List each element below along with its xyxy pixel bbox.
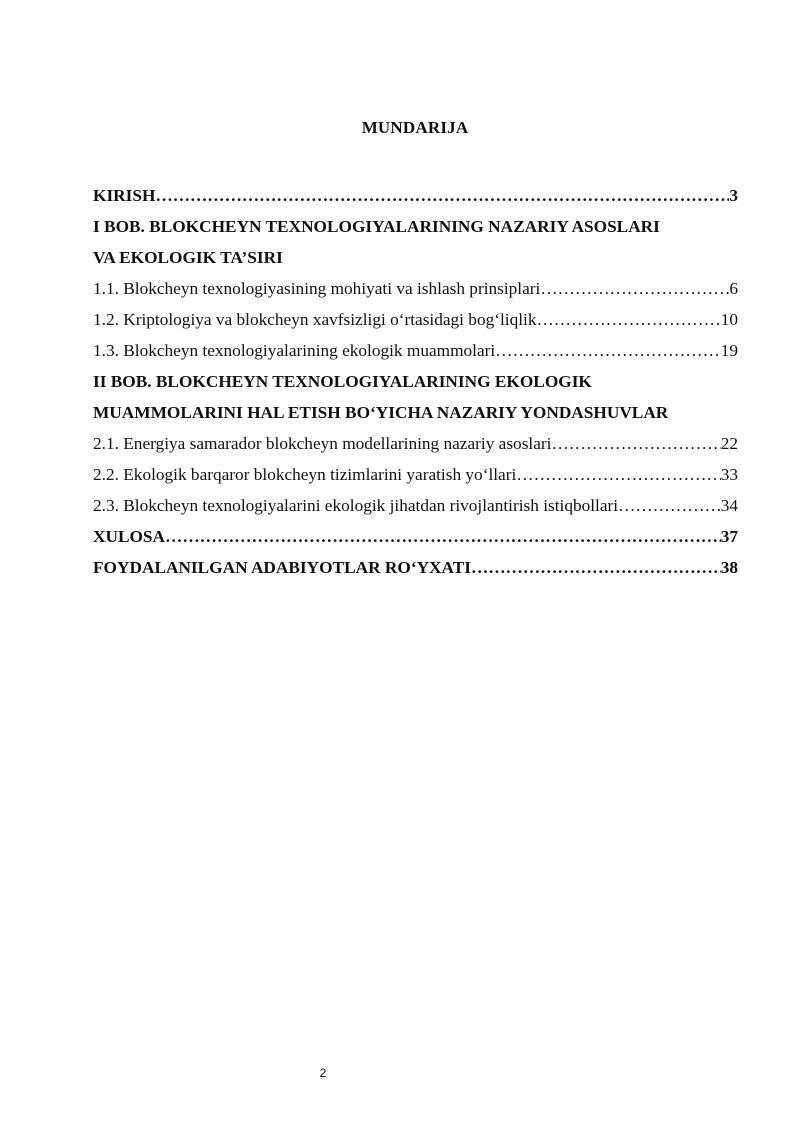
toc-page-number: 34 (720, 496, 738, 515)
toc-entry-1-3[interactable] (93, 335, 738, 366)
toc-page-number: 6 (729, 279, 738, 298)
toc-entry-xulosa[interactable] (93, 521, 738, 552)
toc-page-number: 38 (720, 558, 738, 577)
toc-page-number: 3 (729, 186, 738, 205)
toc-page-number: 10 (720, 310, 738, 329)
chapter-1-heading-line-1[interactable]: I BOB. BLOKCHEYN TEXNOLOGIYALARINING NAZARIY ASOSLARI (93, 217, 660, 236)
table-of-contents (93, 180, 743, 583)
page-title: MUNDARIJA (361, 118, 469, 137)
dot-leader (540, 273, 729, 304)
dot-leader (516, 459, 720, 490)
toc-entry-title: 2.2. Ekologik barqaror blokcheyn tizimlarini yaratish yo‘llari (93, 465, 517, 484)
toc-entry-2-3[interactable] (93, 490, 738, 521)
toc-entry-1-2[interactable] (93, 304, 738, 335)
dot-leader (618, 490, 721, 521)
chapter-1-heading-line-2[interactable]: VA EKOLOGIK TA’SIRI (93, 248, 283, 267)
toc-page-number: 19 (720, 341, 738, 360)
toc-entry-kirish[interactable] (93, 180, 738, 211)
toc-entry-2-1[interactable] (93, 428, 738, 459)
toc-page-number: 22 (720, 434, 738, 453)
toc-entry-title: XULOSA (93, 527, 166, 546)
dot-leader (495, 335, 721, 366)
toc-entry-title: 1.3. Blokcheyn texnologiyalarining ekologik muammolari (93, 341, 496, 360)
toc-entry-references[interactable] (93, 552, 738, 583)
toc-entry-1-1[interactable] (93, 273, 738, 304)
chapter-2-heading-line-2[interactable]: MUAMMOLARINI HAL ETISH BO‘YICHA NAZARIY YONDASHUVLAR (93, 403, 669, 422)
toc-entry-title: 1.2. Kriptologiya va blokcheyn xavfsizligi o‘rtasidagi bog‘liqlik (93, 310, 537, 329)
page-number: 2 (319, 1066, 327, 1080)
toc-entry-title: 1.1. Blokcheyn texnologiyasining mohiyati va ishlash prinsiplari (93, 279, 541, 298)
toc-entry-title: 2.3. Blokcheyn texnologiyalarini ekologik jihatdan rivojlantirish istiqbollari (93, 496, 619, 515)
chapter-2-heading-line-1[interactable]: II BOB. BLOKCHEYN TEXNOLOGIYALARINING EKOLOGIK (93, 372, 592, 391)
toc-entry-2-2[interactable] (93, 459, 738, 490)
toc-page-number: 37 (720, 527, 738, 546)
toc-entry-title: 2.1. Energiya samarador blokcheyn modellarining nazariy asoslari (93, 434, 552, 453)
dot-leader (155, 180, 729, 211)
toc-entry-title: FOYDALANILGAN ADABIYOTLAR RO‘YXATI (93, 558, 471, 577)
dot-leader (536, 304, 720, 335)
dot-leader (471, 552, 721, 583)
dot-leader (165, 521, 721, 552)
dot-leader (551, 428, 720, 459)
toc-entry-title: KIRISH (93, 186, 156, 205)
toc-page-number: 33 (720, 465, 738, 484)
